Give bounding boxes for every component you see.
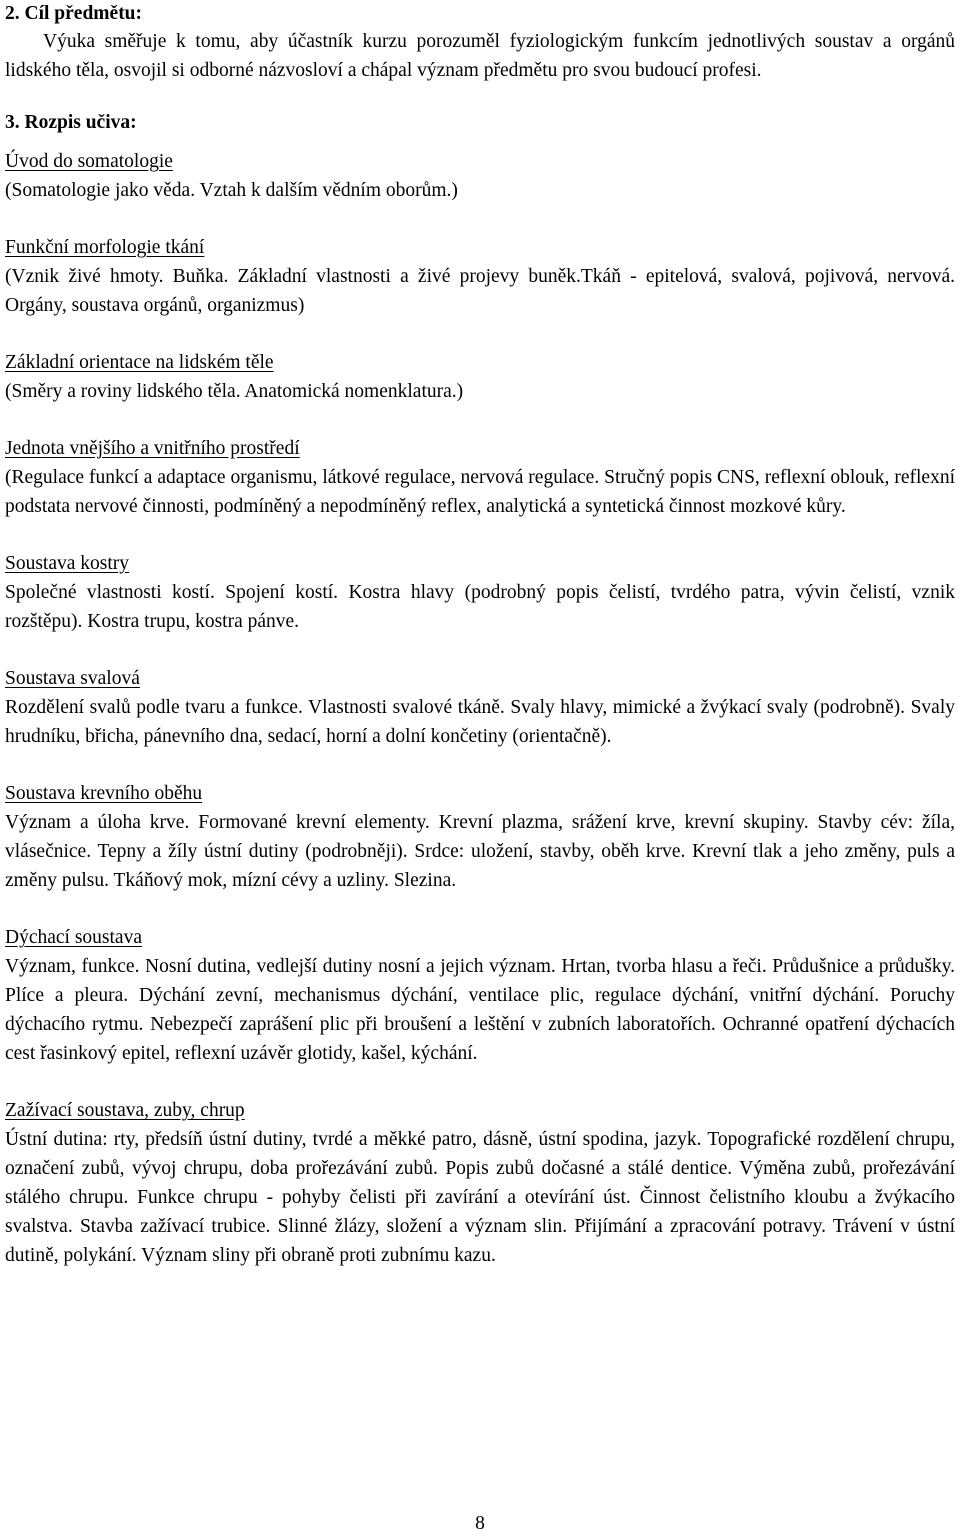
section-dychaci bbox=[5, 923, 955, 1068]
section-morfologie bbox=[5, 233, 955, 320]
section-prostredi bbox=[5, 434, 955, 521]
section-title: Soustava krevního oběhu bbox=[5, 783, 203, 804]
section-svalova bbox=[5, 664, 955, 751]
section-title: Soustava kostry bbox=[5, 553, 130, 574]
section-text: Rozdělení svalů podle tvaru a funkce. Vlastnosti svalové tkáně. Svaly hlavy, mimické a žvýkací svaly (podrobně). Svaly hrudníku, břicha, pánevního dna, sedací, horní a dolní končetiny (orientačně). bbox=[5, 697, 955, 747]
section-title: Úvod do somatologie bbox=[5, 151, 173, 172]
section-title: Základní orientace na lidském těle bbox=[5, 352, 274, 373]
section-text: (Vznik živé hmoty. Buňka. Základní vlastnosti a živé projevy buněk.Tkáň - epitelová, svalová, pojivová, nervová. Orgány, soustava orgánů, organizmus) bbox=[5, 266, 955, 316]
section-title: Soustava svalová bbox=[5, 668, 140, 689]
section-heading-rozpis: 3. Rozpis učiva: bbox=[5, 112, 137, 133]
section-heading-cil: 2. Cíl předmětu: bbox=[5, 3, 143, 24]
section-text: (Somatologie jako věda. Vztah k dalším vědním oborům.) bbox=[5, 180, 458, 201]
section-krevni-obeh bbox=[5, 779, 955, 895]
section-text: Význam a úloha krve. Formované krevní elementy. Krevní plazma, srážení krve, krevní skupiny. Stavby cév: žíla, vlásečnice. Tepny a žíly ústní dutiny (podrobněji). Srdce: uložení, stavby, oběh krve. Krevní tlak a jeho změny, puls a změny pulsu. Tkáňový mok, mízní cévy a uzliny. Slezina. bbox=[5, 812, 955, 891]
section-title: Funkční morfologie tkání bbox=[5, 237, 205, 258]
section-title: Dýchací soustava bbox=[5, 927, 142, 948]
section-text: Společné vlastnosti kostí. Spojení kostí. Kostra hlavy (podrobný popis čelistí, tvrdého patra, vývin čelistí, vznik rozštěpu). Kostra trupu, kostra pánve. bbox=[5, 582, 955, 632]
section-zazivaci bbox=[5, 1096, 955, 1270]
section-kostra bbox=[5, 549, 955, 636]
section-title: Jednota vnějšího a vnitřního prostředí bbox=[5, 438, 300, 459]
section-uvod bbox=[5, 147, 955, 205]
section-orientace bbox=[5, 348, 955, 406]
section-text: (Regulace funkcí a adaptace organismu, látkové regulace, nervová regulace. Stručný popis CNS, reflexní oblouk, reflexní podstata nervové činnosti, podmíněný a nepodmíněný reflex, analytická a syntetická činnost mozkové kůry. bbox=[5, 467, 955, 517]
section-text: Význam, funkce. Nosní dutina, vedlejší dutiny nosní a jejich význam. Hrtan, tvorba hlasu a řeči. Průdušnice a průdušky. Plíce a pleura. Dýchání zevní, mechanismus dýchání, ventilace plic, regulace dýchání, vnitřní dýchání. Poruchy dýchacího rytmu. Nebezpečí zaprášení plic při broušení a leštění v zubních laboratořích. Ochranné opatření dýchacích cest řasinkový epitel, reflexní uzávěr glotidy, kašel, kýchání. bbox=[5, 956, 955, 1064]
page-number: 8 bbox=[475, 1513, 485, 1534]
intro-paragraph: Výuka směřuje k tomu, aby účastník kurzu porozuměl fyziologickým funkcím jednotlivých soustav a orgánů lidského těla, osvojil si odborné názvosloví a chápal význam předmětu pro svou budoucí profesi. bbox=[5, 31, 955, 81]
document-page bbox=[5, 0, 955, 1298]
section-text: Ústní dutina: rty, předsíň ústní dutiny, tvrdé a měkké patro, dásně, ústní spodina, jazyk. Topografické rozdělení chrupu, označení zubů, vývoj chrupu, doba prořezávání zubů. Popis zubů dočasné a stálé dentice. Výměna zubů, prořezávání stálého chrupu. Funkce chrupu - pohyby čelisti při zavírání a otevírání úst. Činnost čelistního kloubu a žvýkacího svalstva. Stavba zažívací trubice. Slinné žlázy, složení a význam slin. Přijímání a zpracování potravy. Trávení v ústní dutině, polykání. Význam sliny při obraně proti zubnímu kazu. bbox=[5, 1129, 955, 1266]
section-title: Zažívací soustava, zuby, chrup bbox=[5, 1100, 245, 1121]
section-text: (Směry a roviny lidského těla. Anatomická nomenklatura.) bbox=[5, 381, 464, 402]
